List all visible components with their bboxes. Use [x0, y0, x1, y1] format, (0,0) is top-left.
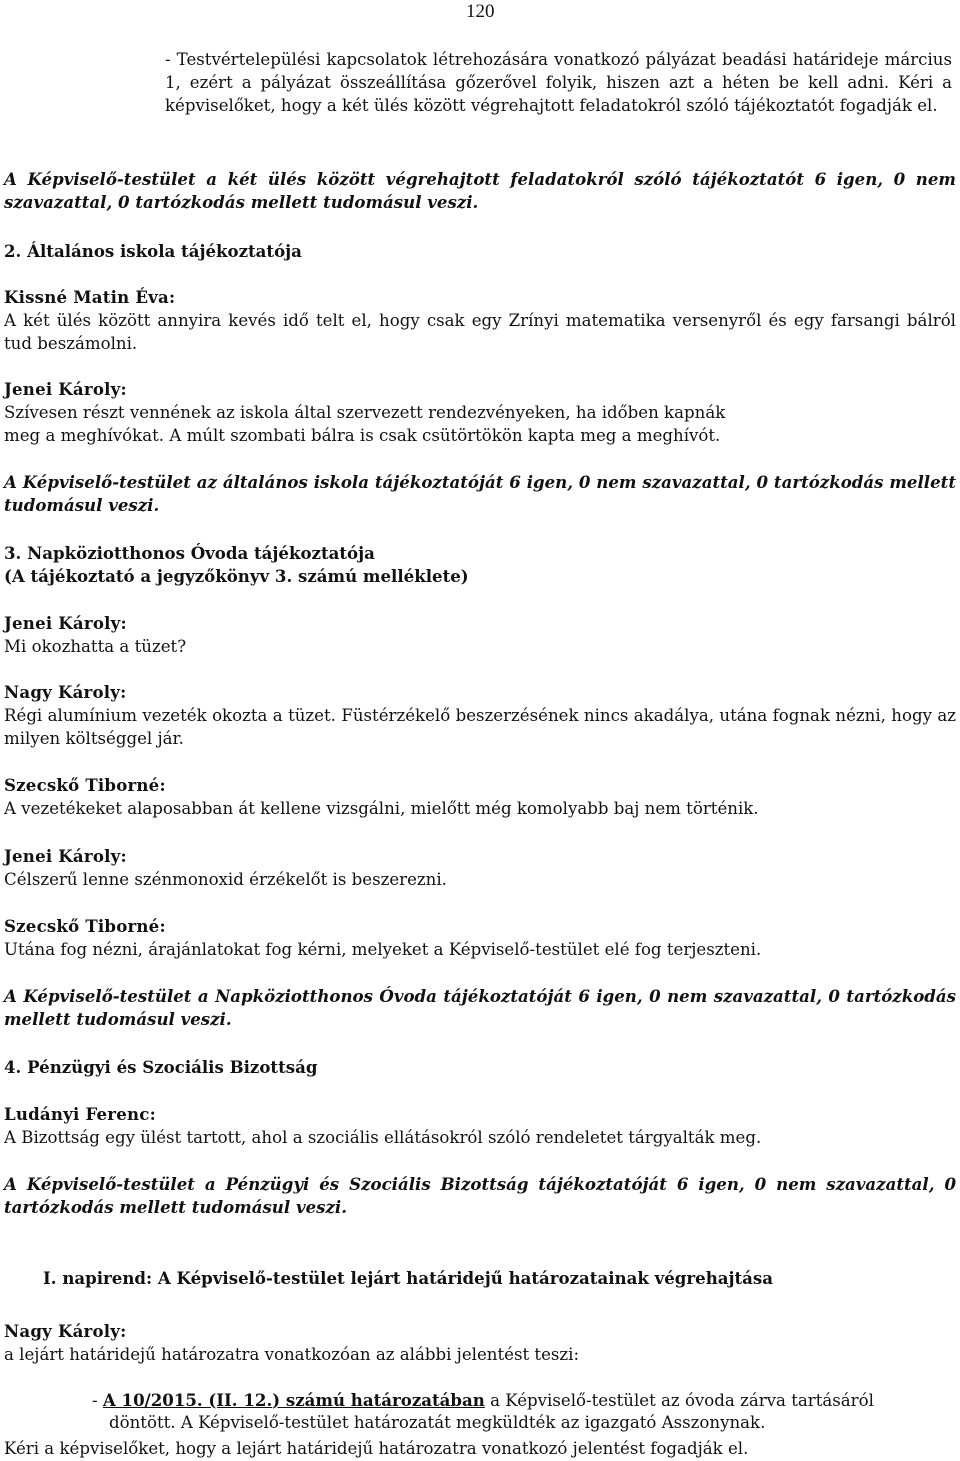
report-item: [92, 1389, 956, 1434]
section-subheading: (A tájékoztató a jegyzőkönyv 3. számú melléklete): [4, 566, 469, 586]
speaker-name: Kissné Matin Éva:: [4, 287, 176, 307]
speaker-block: [4, 286, 956, 355]
resolution-text: A Képviselő-testület az általános iskola tájékoztatóját 6 igen, 0 nem szavazattal, 0 tartózkodás mellett tudomásul veszi.: [4, 472, 956, 515]
speaker-name: Jenei Károly:: [4, 846, 127, 866]
resolution-2: [4, 471, 956, 517]
speaker-text: Szívesen részt vennének az iskola által szervezett rendezvényeken, ha időben kapnák meg a meghívókat. A múlt szombati bálra is csak csütörtökön kapta meg a meghívót.: [4, 403, 726, 445]
report-item-line-1: [92, 1389, 956, 1412]
speaker-block: [4, 1320, 956, 1366]
closing-paragraph: [4, 1437, 956, 1460]
resolution-3: [4, 985, 956, 1031]
speaker-text: a lejárt határidejű határozatra vonatkozóan az alábbi jelentést teszi:: [4, 1345, 580, 1364]
speaker-text: Régi alumínium vezeték okozta a tüzet. Füstérzékelő beszerzésének nincs akadálya, utána fognak nézni, hogy az milyen költséggel jár.: [4, 706, 956, 748]
speaker-name: Jenei Károly:: [4, 379, 127, 399]
report-item-text: a Képviselő-testület az óvoda zárva tartásáról: [484, 1391, 874, 1410]
speaker-text: A vezetékeket alaposabban át kellene vizsgálni, mielőtt még komolyabb baj nem történik.: [4, 799, 759, 818]
closing-text: Kéri a képviselőket, hogy a lejárt határidejű határozatra vonatkozó jelentést fogadják el.: [4, 1439, 749, 1458]
agenda-heading: I. napirend: A Képviselő-testület lejárt határidejű határozatainak végrehajtása: [43, 1268, 774, 1288]
resolution-text: A Képviselő-testület a Pénzügyi és Szociális Bizottság tájékoztatóját 6 igen, 0 nem szavazattal, 0 tartózkodás mellett tudomásul veszi.: [4, 1174, 956, 1217]
speaker-block: [4, 1103, 956, 1149]
resolution-1: [4, 168, 956, 214]
list-dash: -: [92, 1391, 103, 1410]
speaker-name: Jenei Károly:: [4, 613, 127, 633]
section-heading: 2. Általános iskola tájékoztatója: [4, 241, 302, 261]
speaker-block: [4, 774, 956, 820]
speaker-name: Nagy Károly:: [4, 1321, 127, 1341]
resolution-text: A Képviselő-testület a Napköziotthonos Óvoda tájékoztatóját 6 igen, 0 nem szavazattal, 0 tartózkodás mellett tudomásul veszi.: [4, 986, 956, 1029]
section-heading: 4. Pénzügyi és Szociális Bizottság: [4, 1057, 318, 1077]
speaker-text: Mi okozhatta a tüzet?: [4, 637, 187, 656]
section-4: [4, 1056, 956, 1079]
speaker-name: Szecskő Tiborné:: [4, 775, 166, 795]
speaker-block: [4, 681, 956, 750]
page-number: 120: [466, 1, 495, 22]
section-heading: 3. Napköziotthonos Óvoda tájékoztatója: [4, 543, 375, 563]
section-3: [4, 542, 956, 588]
report-item-line-2: döntött. A Képviselő-testület határozatát megküldték az igazgató Asszonynak.: [109, 1413, 766, 1432]
speaker-block: [4, 378, 956, 447]
resolution-text: A Képviselő-testület a két ülés között végrehajtott feladatokról szóló tájékoztatót 6 igen, 0 nem szavazattal, 0 tartózkodás mellett tudomásul veszi.: [4, 169, 956, 212]
resolution-4: [4, 1173, 956, 1219]
section-2: [4, 240, 956, 263]
speaker-block: [4, 845, 956, 891]
speaker-name: Szecskő Tiborné:: [4, 916, 166, 936]
speaker-text: Utána fog nézni, árajánlatokat fog kérni, melyeket a Képviselő-testület elé fog terjeszteni.: [4, 940, 762, 959]
speaker-block: [4, 612, 956, 658]
intro-paragraph: - Testvértelepülési kapcsolatok létrehozására vonatkozó pályázat beadási határideje március 1, ezért a pályázat összeállítása gőzerővel folyik, hiszen azt a héten be kell adni. Kéri a képviselőket, hogy a két ülés között végrehajtott feladatokról szóló tájékoztatót fogadják el.: [165, 50, 952, 115]
speaker-name: Nagy Károly:: [4, 682, 127, 702]
speaker-text: A Bizottság egy ülést tartott, ahol a szociális ellátásokról szóló rendeletet tárgyalták meg.: [4, 1128, 762, 1147]
agenda-item-1: [43, 1267, 956, 1290]
resolution-reference-suffix: ) számú határozatában: [272, 1390, 485, 1410]
speaker-block: [4, 915, 956, 961]
speaker-name: Ludányi Ferenc:: [4, 1104, 156, 1124]
intro-dash-item: [165, 48, 952, 117]
speaker-text: Célszerű lenne szénmonoxid érzékelőt is beszerezni.: [4, 870, 447, 889]
speaker-text: A két ülés között annyira kevés idő telt el, hogy csak egy Zrínyi matematika versenyről és egy farsangi bálról tud beszámolni.: [4, 311, 956, 353]
resolution-reference: A 10/2015. (II. 12.: [102, 1390, 273, 1410]
